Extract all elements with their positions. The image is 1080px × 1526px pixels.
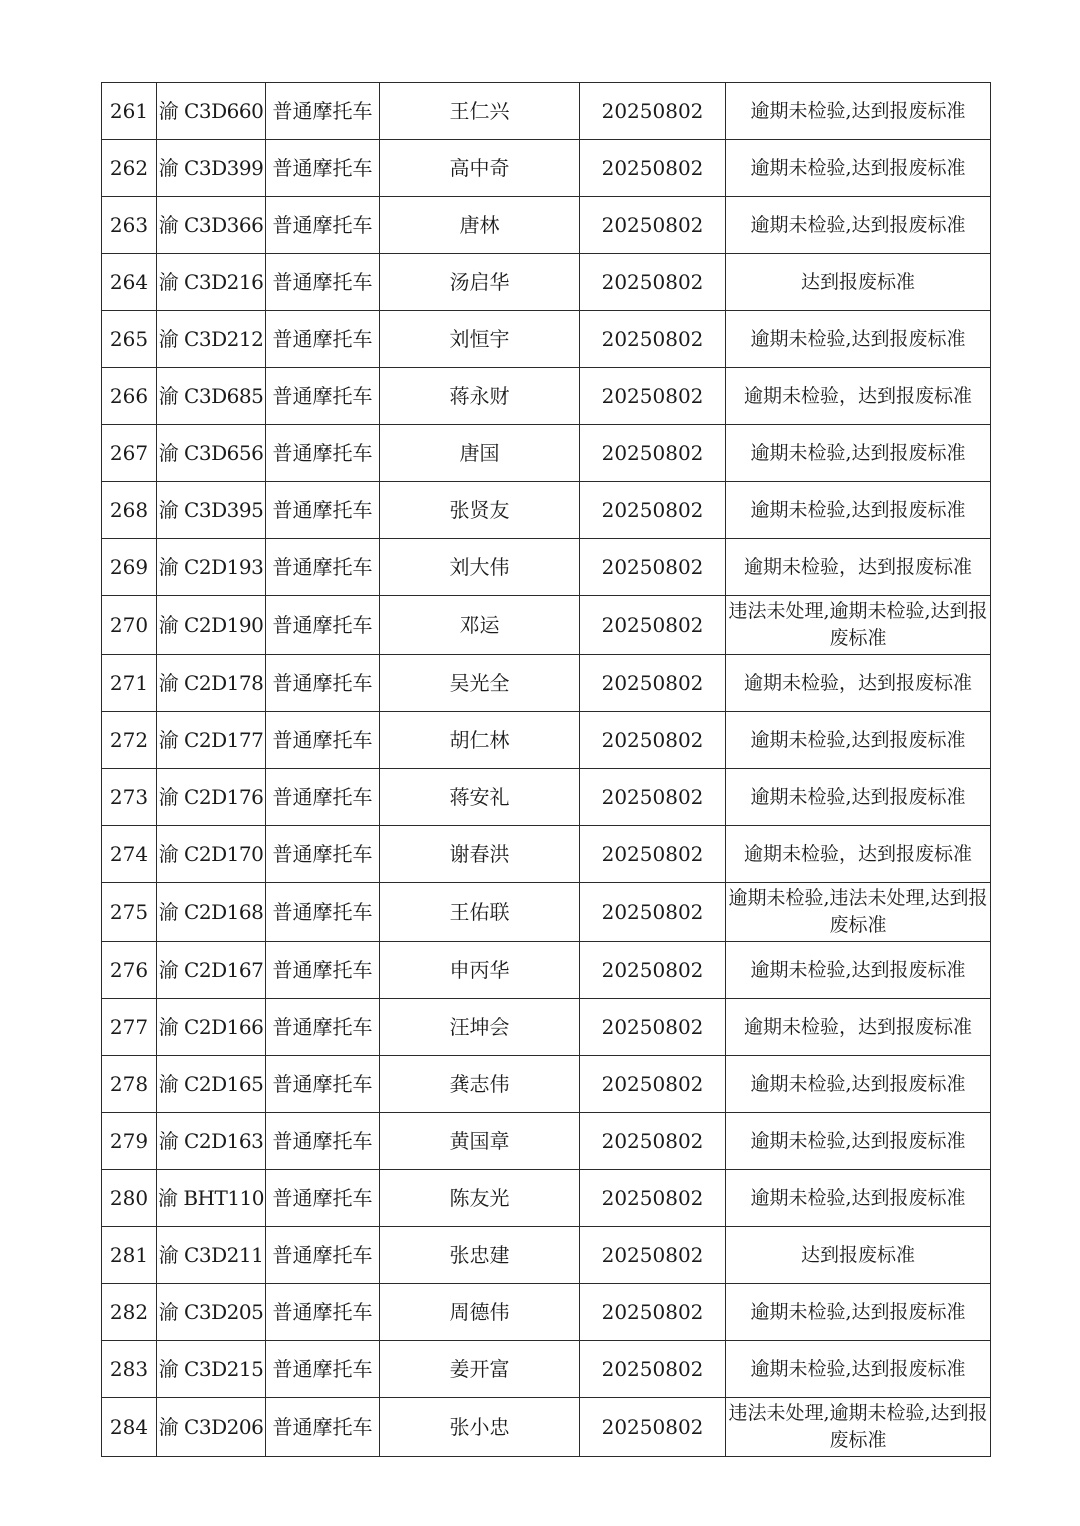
row-number: 280: [102, 1170, 157, 1227]
row-number: 276: [102, 942, 157, 999]
vehicle-type: 普通摩托车: [266, 999, 380, 1056]
plate-number: 渝 C2D163: [157, 1113, 266, 1170]
vehicle-type: 普通摩托车: [266, 197, 380, 254]
table-row: [102, 425, 991, 482]
row-number: 271: [102, 655, 157, 712]
date-value: 20250802: [580, 539, 726, 596]
plate-number: 渝 C3D656: [157, 425, 266, 482]
date-value: 20250802: [580, 368, 726, 425]
reason-text: 逾期未检验,违法未处理,达到报废标准: [726, 883, 991, 942]
table-row: [102, 311, 991, 368]
reason-text: 逾期未检验,达到报废标准: [726, 1056, 991, 1113]
row-number: 272: [102, 712, 157, 769]
date-value: 20250802: [580, 140, 726, 197]
plate-number: 渝 C2D170: [157, 826, 266, 883]
plate-number: 渝 BHT110: [157, 1170, 266, 1227]
row-number: 282: [102, 1284, 157, 1341]
table-row: [102, 1113, 991, 1170]
date-value: 20250802: [580, 596, 726, 655]
row-number: 263: [102, 197, 157, 254]
table-row: [102, 655, 991, 712]
table-row: [102, 883, 991, 942]
owner-name: 陈友光: [380, 1170, 580, 1227]
plate-number: 渝 C3D395: [157, 482, 266, 539]
reason-text: 达到报废标准: [726, 1227, 991, 1284]
reason-text: 逾期未检验，达到报废标准: [726, 999, 991, 1056]
vehicle-type: 普通摩托车: [266, 655, 380, 712]
row-number: 283: [102, 1341, 157, 1398]
table-row: [102, 1170, 991, 1227]
table-row: [102, 712, 991, 769]
plate-number: 渝 C2D176: [157, 769, 266, 826]
table-row: [102, 197, 991, 254]
owner-name: 申丙华: [380, 942, 580, 999]
vehicle-type: 普通摩托车: [266, 1170, 380, 1227]
plate-number: 渝 C3D685: [157, 368, 266, 425]
reason-text: 逾期未检验,达到报废标准: [726, 942, 991, 999]
vehicle-type: 普通摩托车: [266, 769, 380, 826]
vehicle-table: [101, 82, 991, 1457]
vehicle-type: 普通摩托车: [266, 712, 380, 769]
vehicle-type: 普通摩托车: [266, 539, 380, 596]
owner-name: 周德伟: [380, 1284, 580, 1341]
owner-name: 龚志伟: [380, 1056, 580, 1113]
reason-text: 逾期未检验,达到报废标准: [726, 1284, 991, 1341]
plate-number: 渝 C2D168: [157, 883, 266, 942]
vehicle-type: 普通摩托车: [266, 1227, 380, 1284]
owner-name: 汪坤会: [380, 999, 580, 1056]
row-number: 268: [102, 482, 157, 539]
reason-text: 逾期未检验,达到报废标准: [726, 1170, 991, 1227]
reason-text: 逾期未检验，达到报废标准: [726, 826, 991, 883]
row-number: 273: [102, 769, 157, 826]
owner-name: 谢春洪: [380, 826, 580, 883]
owner-name: 吴光全: [380, 655, 580, 712]
reason-text: 逾期未检验,达到报废标准: [726, 712, 991, 769]
date-value: 20250802: [580, 712, 726, 769]
owner-name: 黄国章: [380, 1113, 580, 1170]
row-number: 269: [102, 539, 157, 596]
row-number: 281: [102, 1227, 157, 1284]
table-row: [102, 1284, 991, 1341]
date-value: 20250802: [580, 1284, 726, 1341]
plate-number: 渝 C2D190: [157, 596, 266, 655]
vehicle-type: 普通摩托车: [266, 1113, 380, 1170]
row-number: 270: [102, 596, 157, 655]
owner-name: 王仁兴: [380, 83, 580, 140]
date-value: 20250802: [580, 655, 726, 712]
owner-name: 汤启华: [380, 254, 580, 311]
vehicle-type: 普通摩托车: [266, 942, 380, 999]
reason-text: 违法未处理,逾期未检验,达到报废标准: [726, 596, 991, 655]
vehicle-type: 普通摩托车: [266, 596, 380, 655]
date-value: 20250802: [580, 1398, 726, 1457]
date-value: 20250802: [580, 1341, 726, 1398]
plate-number: 渝 C3D399: [157, 140, 266, 197]
owner-name: 张忠建: [380, 1227, 580, 1284]
row-number: 274: [102, 826, 157, 883]
date-value: 20250802: [580, 482, 726, 539]
reason-text: 逾期未检验,达到报废标准: [726, 197, 991, 254]
plate-number: 渝 C2D166: [157, 999, 266, 1056]
date-value: 20250802: [580, 999, 726, 1056]
plate-number: 渝 C3D205: [157, 1284, 266, 1341]
vehicle-type: 普通摩托车: [266, 883, 380, 942]
reason-text: 逾期未检验,达到报废标准: [726, 1113, 991, 1170]
row-number: 278: [102, 1056, 157, 1113]
plate-number: 渝 C3D660: [157, 83, 266, 140]
table-row: [102, 769, 991, 826]
owner-name: 刘恒宇: [380, 311, 580, 368]
plate-number: 渝 C3D216: [157, 254, 266, 311]
vehicle-type: 普通摩托车: [266, 140, 380, 197]
row-number: 261: [102, 83, 157, 140]
row-number: 277: [102, 999, 157, 1056]
plate-number: 渝 C3D212: [157, 311, 266, 368]
vehicle-type: 普通摩托车: [266, 368, 380, 425]
table-row: [102, 1341, 991, 1398]
date-value: 20250802: [580, 1170, 726, 1227]
table-row: [102, 1398, 991, 1457]
owner-name: 王佑联: [380, 883, 580, 942]
owner-name: 刘大伟: [380, 539, 580, 596]
table-row: [102, 368, 991, 425]
row-number: 264: [102, 254, 157, 311]
plate-number: 渝 C2D177: [157, 712, 266, 769]
date-value: 20250802: [580, 197, 726, 254]
plate-number: 渝 C2D167: [157, 942, 266, 999]
table-row: [102, 482, 991, 539]
date-value: 20250802: [580, 425, 726, 482]
reason-text: 逾期未检验，达到报废标准: [726, 655, 991, 712]
plate-number: 渝 C3D215: [157, 1341, 266, 1398]
reason-text: 逾期未检验,达到报废标准: [726, 140, 991, 197]
plate-number: 渝 C2D178: [157, 655, 266, 712]
table-row: [102, 254, 991, 311]
vehicle-type: 普通摩托车: [266, 1284, 380, 1341]
row-number: 267: [102, 425, 157, 482]
table-row: [102, 999, 991, 1056]
reason-text: 逾期未检验,达到报废标准: [726, 311, 991, 368]
reason-text: 违法未处理,逾期未检验,达到报废标准: [726, 1398, 991, 1457]
table-body: [102, 83, 991, 1457]
table-row: [102, 140, 991, 197]
vehicle-type: 普通摩托车: [266, 311, 380, 368]
vehicle-type: 普通摩托车: [266, 425, 380, 482]
table-row: [102, 1227, 991, 1284]
row-number: 266: [102, 368, 157, 425]
vehicle-type: 普通摩托车: [266, 254, 380, 311]
plate-number: 渝 C2D165: [157, 1056, 266, 1113]
vehicle-type: 普通摩托车: [266, 1341, 380, 1398]
date-value: 20250802: [580, 83, 726, 140]
reason-text: 逾期未检验,达到报废标准: [726, 769, 991, 826]
date-value: 20250802: [580, 1113, 726, 1170]
table-row: [102, 83, 991, 140]
vehicle-type: 普通摩托车: [266, 482, 380, 539]
date-value: 20250802: [580, 1227, 726, 1284]
date-value: 20250802: [580, 254, 726, 311]
row-number: 284: [102, 1398, 157, 1457]
table-row: [102, 942, 991, 999]
row-number: 279: [102, 1113, 157, 1170]
owner-name: 蒋永财: [380, 368, 580, 425]
table-row: [102, 596, 991, 655]
reason-text: 逾期未检验，达到报废标准: [726, 539, 991, 596]
owner-name: 张贤友: [380, 482, 580, 539]
table-row: [102, 1056, 991, 1113]
reason-text: 逾期未检验，达到报废标准: [726, 368, 991, 425]
table-row: [102, 826, 991, 883]
table-row: [102, 539, 991, 596]
vehicle-type: 普通摩托车: [266, 1398, 380, 1457]
reason-text: 逾期未检验,达到报废标准: [726, 482, 991, 539]
owner-name: 蒋安礼: [380, 769, 580, 826]
plate-number: 渝 C2D193: [157, 539, 266, 596]
date-value: 20250802: [580, 311, 726, 368]
date-value: 20250802: [580, 1056, 726, 1113]
date-value: 20250802: [580, 942, 726, 999]
owner-name: 张小忠: [380, 1398, 580, 1457]
owner-name: 邓运: [380, 596, 580, 655]
date-value: 20250802: [580, 769, 726, 826]
reason-text: 逾期未检验,达到报废标准: [726, 1341, 991, 1398]
row-number: 262: [102, 140, 157, 197]
row-number: 275: [102, 883, 157, 942]
reason-text: 达到报废标准: [726, 254, 991, 311]
reason-text: 逾期未检验,达到报废标准: [726, 83, 991, 140]
owner-name: 姜开富: [380, 1341, 580, 1398]
owner-name: 唐国: [380, 425, 580, 482]
date-value: 20250802: [580, 883, 726, 942]
vehicle-type: 普通摩托车: [266, 1056, 380, 1113]
row-number: 265: [102, 311, 157, 368]
date-value: 20250802: [580, 826, 726, 883]
owner-name: 唐林: [380, 197, 580, 254]
reason-text: 逾期未检验,达到报废标准: [726, 425, 991, 482]
vehicle-type: 普通摩托车: [266, 83, 380, 140]
owner-name: 高中奇: [380, 140, 580, 197]
plate-number: 渝 C3D366: [157, 197, 266, 254]
plate-number: 渝 C3D206: [157, 1398, 266, 1457]
owner-name: 胡仁林: [380, 712, 580, 769]
vehicle-type: 普通摩托车: [266, 826, 380, 883]
plate-number: 渝 C3D211: [157, 1227, 266, 1284]
